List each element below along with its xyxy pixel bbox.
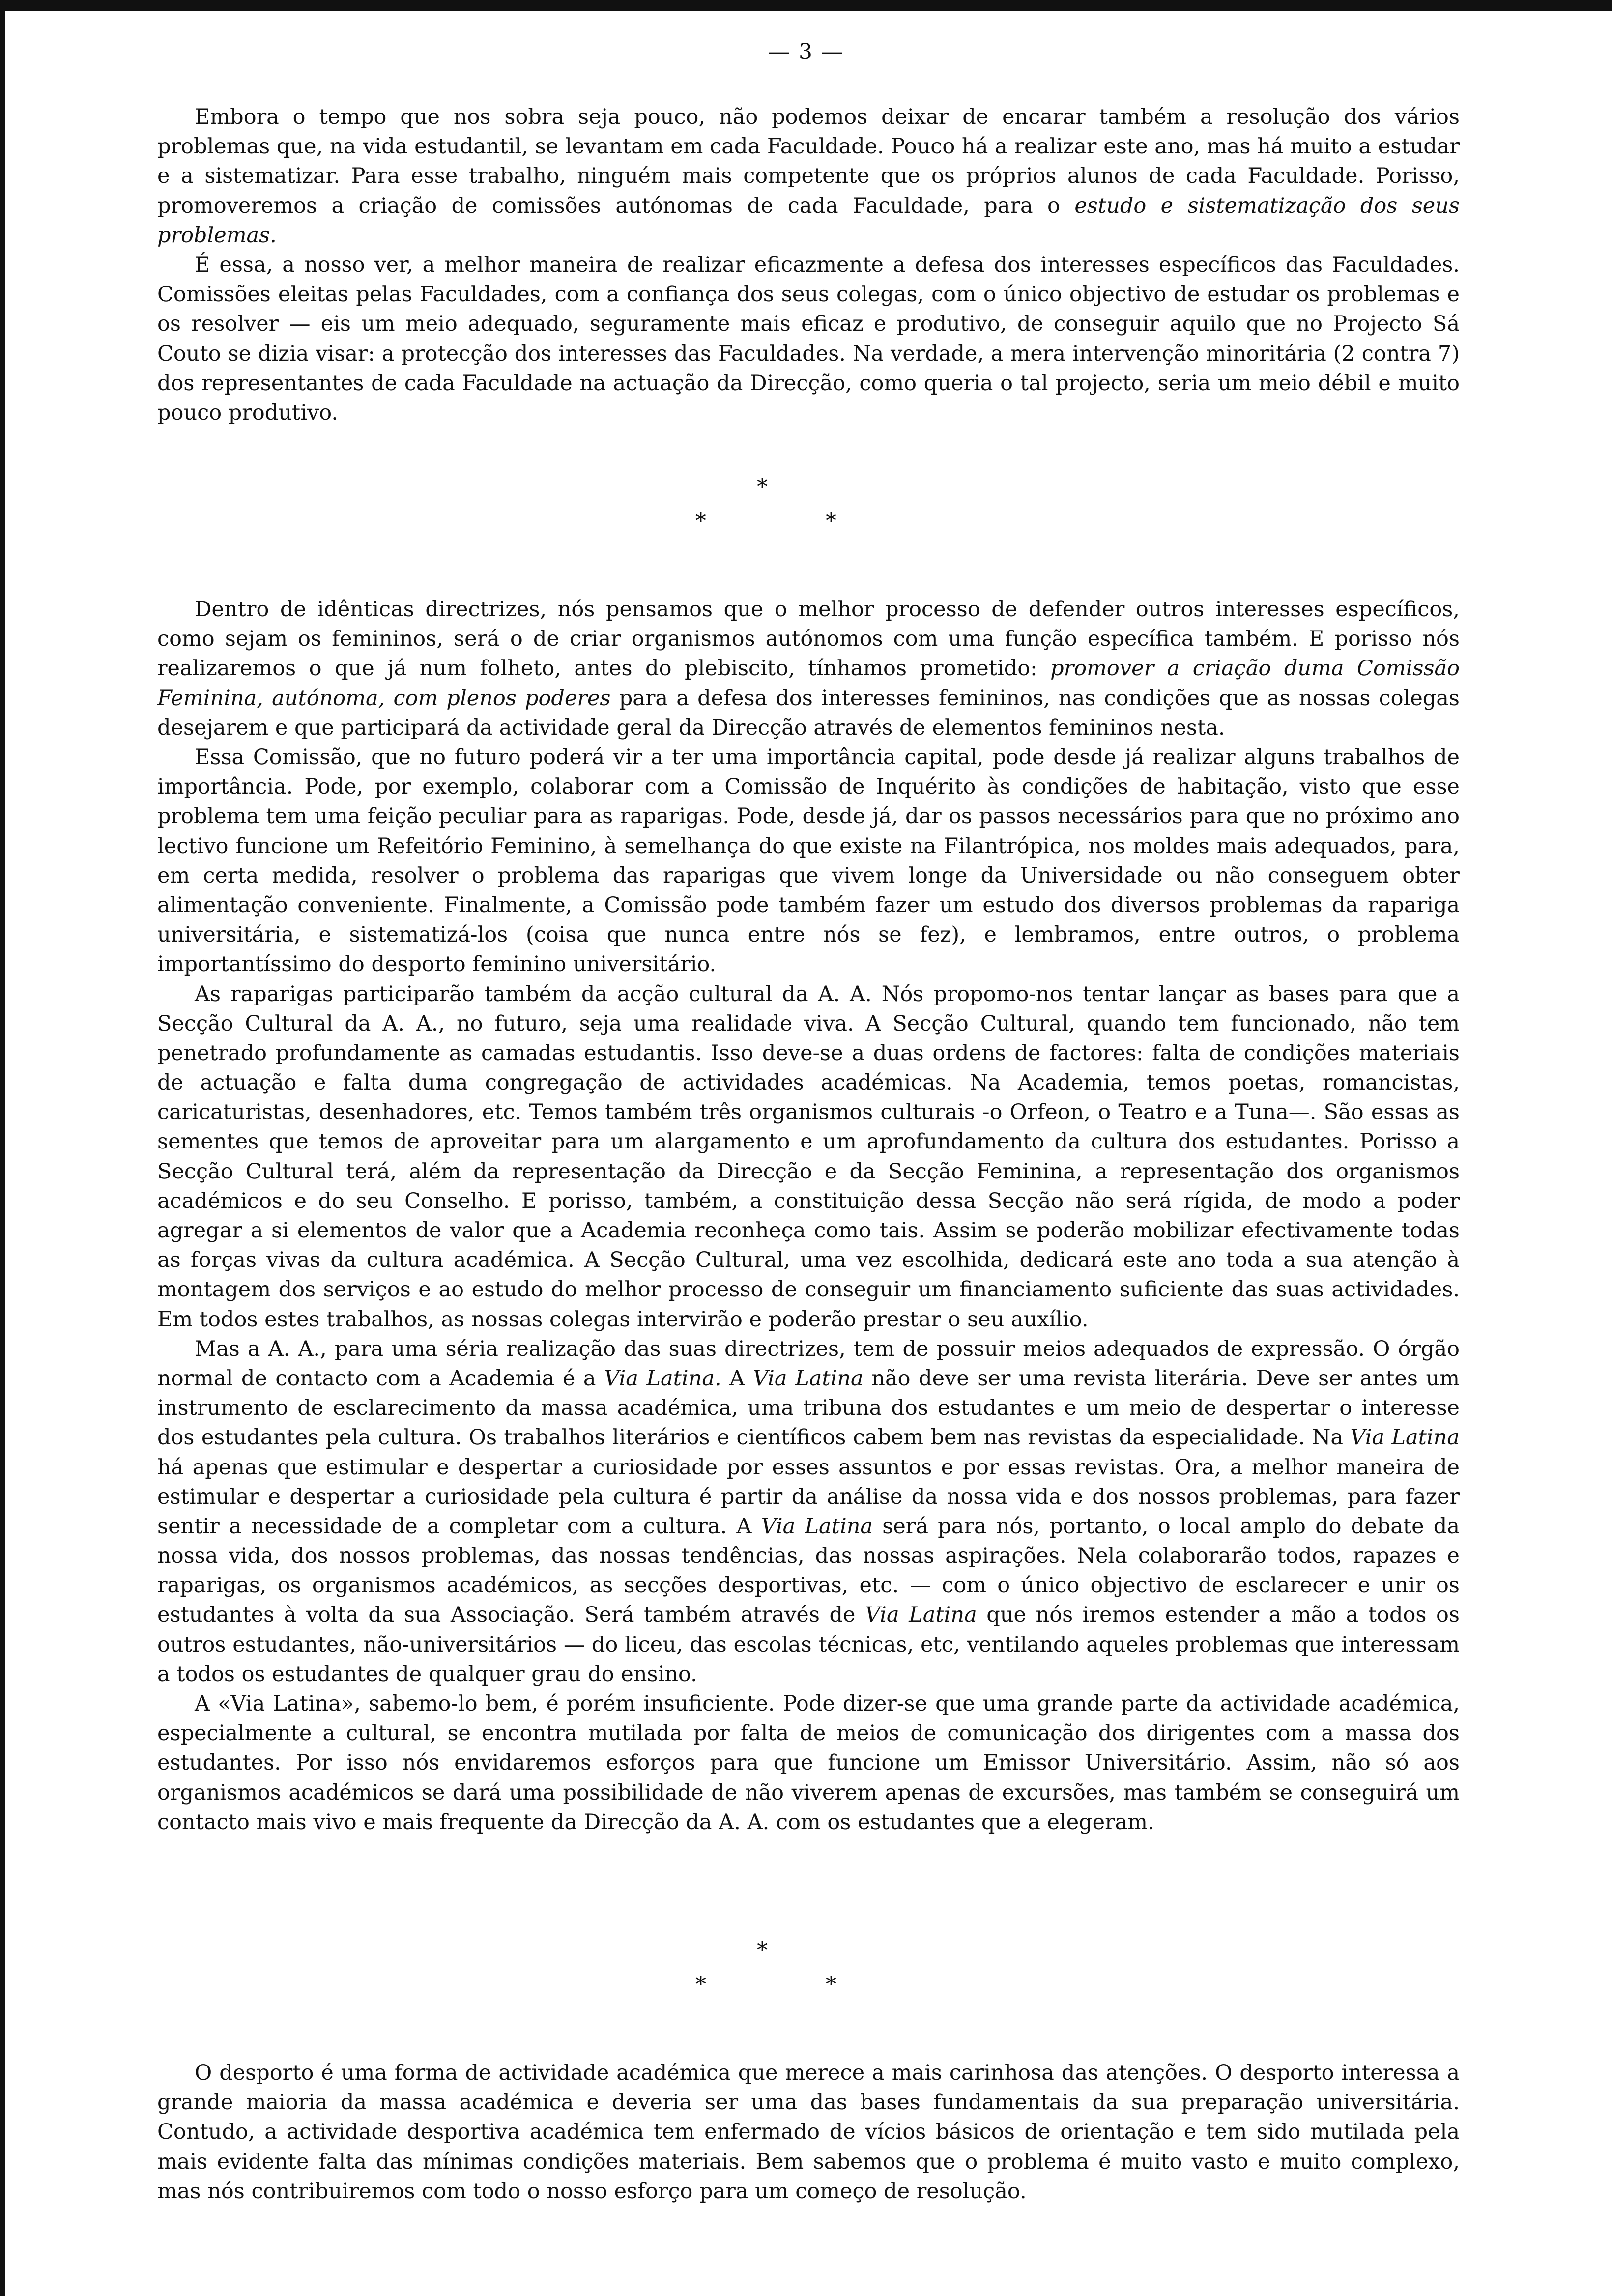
- paragraph-university-broadcaster: A «Via Latina», sabemo-lo bem, é porém insuficiente. Pode dizer-se que uma grande parte da actividade académica, especialmente a cultural, se encontra mutilada por falta de meios de comunicação dos dirigentes com a massa dos estudantes. Por isso nós envidaremos esforços para que funcione um Emissor Universitário. Assim, não só aos organismos académicos se dará uma possibilidade de não viverem apenas de excursões, mas também se conseguirá um contacto mais vivo e mais frequente da Direcção da A. A. com os estudantes que a elegeram.: [157, 1692, 1460, 1835]
- top-border-rule: [0, 0, 1612, 11]
- asterisk-glyph: *: [757, 474, 768, 500]
- paragraph-faculty-commissions: Embora o tempo que nos sobra seja pouco, não podemos deixar de encarar também a resolução dos vários problemas que, na vida estudantil, se levantam em cada Faculdade. Pouco há a realizar este ano, mas há muito a estudar e a sistematizar. Para esse trabalho, ninguém mais competente que os próprios alunos de cada Faculdade. Porisso, promoveremos a criação de comissões autónomas de cada Faculdade, para o estudo e sistematização dos seus problemas.: [157, 105, 1460, 248]
- emphasis-text: Via Latina.: [604, 1366, 721, 1391]
- asterisk-glyph: *: [826, 509, 836, 534]
- asterism-separator: [157, 472, 1460, 550]
- emphasis-text: Via Latina: [761, 1514, 873, 1539]
- paragraph-commission-work: Essa Comissão, que no futuro poderá vir a ter uma importância capital, pode desde já realizar alguns trabalhos de importância. Pode, por exemplo, colaborar com a Comissão de Inquérito às condições de habitação, visto que esse problema tem uma feição peculiar para as raparigas. Pode, desde já, dar os passos necessários para que no próximo ano lectivo funcione um Refeitório Feminino, à semelhança do que existe na Filantrópica, nos moldes mais adequados, para, em certa medida, resolver o problema das raparigas que vivem longe da Universidade ou não conseguem obter alimentação conveniente. Finalmente, a Comissão pode também fazer um estudo dos diversos problemas da rapariga universitária, e sistematizá-los (coisa que nunca entre nós se fez), e lembramos, entre outros, o problema importantíssimo do desporto feminino universitário.: [157, 745, 1460, 977]
- emphasis-text: Via Latina: [752, 1366, 864, 1391]
- paragraph-sport: O desporto é uma forma de actividade académica que merece a mais carinhosa das atenções. O desporto interessa a grande maioria da massa académica e deveria ser uma das bases fundamentais da sua preparação universitária. Contudo, a actividade desportiva académica tem enfermado de vícios básicos de orientação e tem sido mutilada pela mais evidente falta das mínimas condições materiais. Bem sabemos que o problema é muito vasto e muito complexo, mas nós contribuiremos com todo o nosso esforço para um começo de resolução.: [157, 2060, 1460, 2204]
- paragraph-via-latina: Mas a A. A., para uma séria realização das suas directrizes, tem de possuir meios adequados de expressão. O órgão normal de contacto com a Academia é a Via Latina. A Via Latina não deve ser uma revista literária. Deve ser antes um instrumento de esclarecimento da massa académica, uma tribuna dos estudantes e um meio de despertar o interesse dos estudantes pela cultura. Os trabalhos literários e científicos cabem bem nas revistas da especialidade. Na Via Latina há apenas que estimular e despertar a curiosidade por esses assuntos e por essas revistas. Ora, a melhor maneira de estimular e despertar a curiosidade pela cultura é partir da análise da nossa vida e dos nossos problemas, para fazer sentir a necessidade de a completar com a cultura. A Via Latina será para nós, portanto, o local amplo do debate da nossa vida, dos nossos problemas, das nossas tendências, das nossas aspirações. Nela colaborarão todos, rapazes e raparigas, os organismos académicos, as secções desportivas, etc. — com o único objectivo de esclarecer e unir os estudantes à volta da sua Associação. Será também através de Via Latina que nós iremos estender a mão a todos os outros estudantes, não-universitários — do liceu, das escolas técnicas, etc, ventilando aqueles problemas que interessam a todos os estudantes de qualquer grau do ensino.: [157, 1336, 1460, 1687]
- asterisk-glyph: *: [826, 1972, 836, 1997]
- emphasis-text: Via Latina: [864, 1603, 977, 1628]
- emphasis-text: estudo e sistematização dos seus problemas.: [157, 193, 1460, 248]
- paragraph-faculty-interests: É essa, a nosso ver, a melhor maneira de realizar eficazmente a defesa dos interesses específicos das Faculdades. Comissões eleitas pelas Faculdades, com a confiança dos seus colegas, com o único objectivo de estudar os problemas e os resolver — eis um meio adequado, seguramente mais eficaz e produtivo, de conseguir aquilo que no Projecto Sá Couto se dizia visar: a protecção dos interesses das Faculdades. Na verdade, a mera intervenção minoritária (2 contra 7) dos representantes de cada Faculdade na actuação da Direcção, como queria o tal projecto, seria um meio débil e muito pouco produtivo.: [157, 252, 1460, 425]
- emphasis-text: Via Latina: [1350, 1425, 1460, 1450]
- emphasis-text: promover a criação duma Comissão Feminina, autónoma, com plenos poderes: [157, 656, 1460, 711]
- left-border-rule: [0, 0, 5, 2296]
- page-number: — 3 —: [768, 39, 844, 64]
- document-body: [157, 102, 1460, 2206]
- asterisk-glyph: *: [695, 1972, 706, 1997]
- asterisk-glyph: *: [757, 1937, 768, 1963]
- paragraph-feminine-commission: Dentro de idênticas directrizes, nós pensamos que o melhor processo de defender outros interesses específicos, como sejam os femininos, será o de criar organismos autónomos com uma função específica também. E porisso nós realizaremos o que já num folheto, antes do plebiscito, tínhamos prometido: promover a criação duma Comissão Feminina, autónoma, com plenos poderes para a defesa dos interesses femininos, nas condições que as nossas colegas desejarem e que participará da actividade geral da Direcção através de elementos femininos nesta.: [157, 597, 1460, 740]
- paragraph-cultural-section: As raparigas participarão também da acção cultural da A. A. Nós propomo-nos tentar lançar as bases para que a Secção Cultural da A. A., no futuro, seja uma realidade viva. A Secção Cultural, quando tem funcionado, não tem penetrado profundamente as camadas estudantis. Isso deve-se a duas ordens de factores: falta de condições materiais de actuação e falta duma congregação de actividades académicas. Na Academia, temos poetas, romancistas, caricaturistas, desenhadores, etc. Temos também três organismos culturais -o Orfeon, o Teatro e a Tuna—. São essas as sementes que temos de aproveitar para um alargamento e um aprofundamento da cultura dos estudantes. Porisso a Secção Cultural terá, além da representação da Direcção e da Secção Feminina, a representação dos organismos académicos e do seu Conselho. E porisso, também, a constituição dessa Secção não será rígida, de modo a poder agregar a si elementos de valor que a Academia reconheça como tais. Assim se poderão mobilizar efectivamente todas as forças vivas da cultura académica. A Secção Cultural, uma vez escolhida, dedicará este ano toda a sua atenção à montagem dos serviços e ao estudo do melhor processo de conseguir um financiamento suficiente das suas actividades. Em todos estes trabalhos, as nossas colegas intervirão e poderão prestar o seu auxílio.: [157, 981, 1460, 1332]
- asterisk-glyph: *: [695, 509, 706, 534]
- asterism-separator: [157, 1935, 1460, 2014]
